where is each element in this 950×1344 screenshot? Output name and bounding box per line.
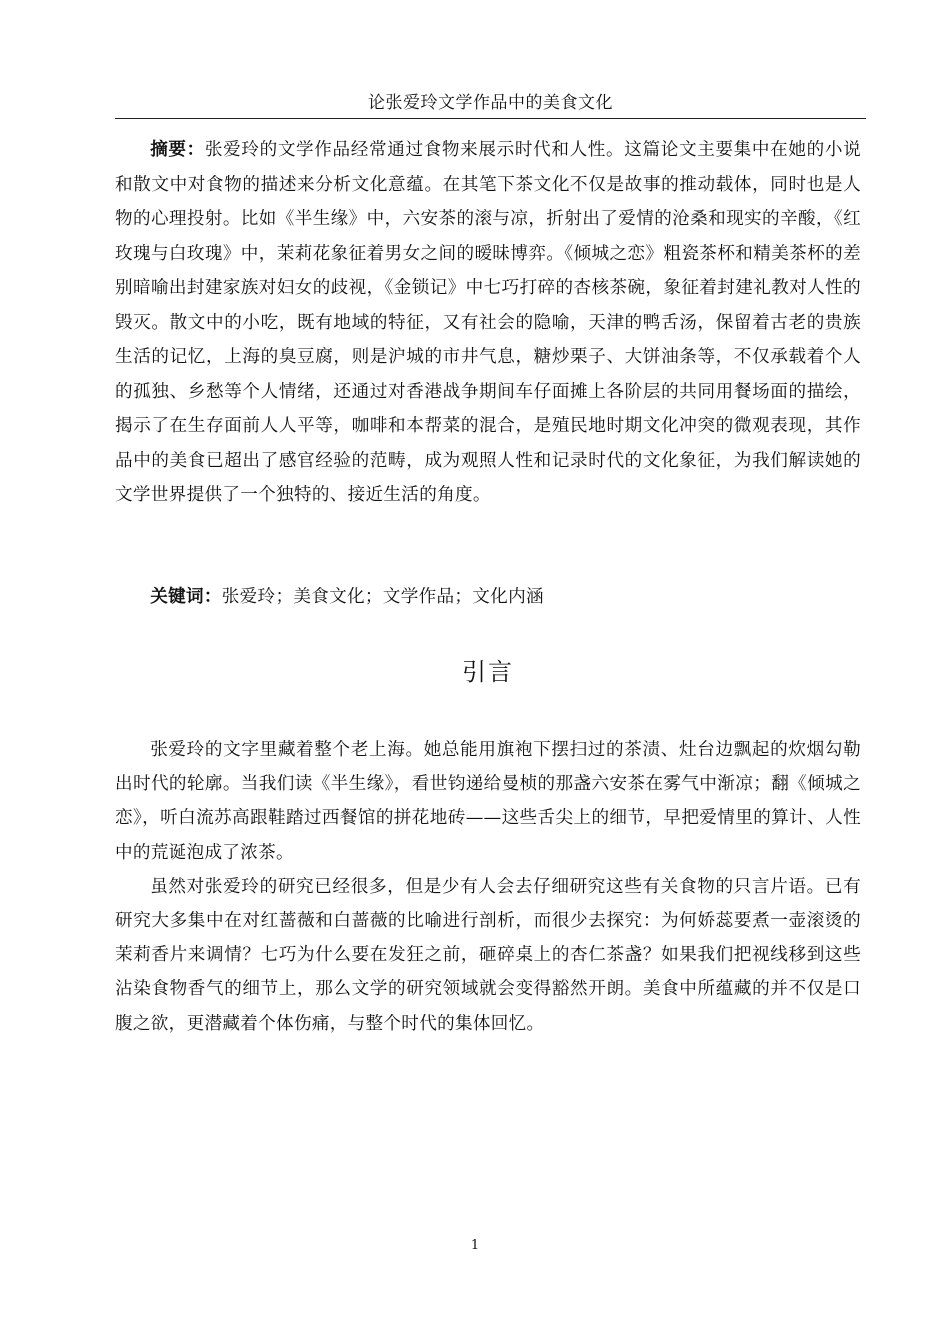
running-header: 论张爱玲文学作品中的美食文化 bbox=[115, 88, 866, 119]
intro-section-body bbox=[115, 733, 861, 1041]
abstract-label: 摘要： bbox=[150, 140, 205, 160]
keywords-label: 关键词： bbox=[150, 587, 222, 607]
keywords-text: 张爱玲；美食文化；文学作品；文化内涵 bbox=[221, 587, 544, 607]
abstract-text: 张爱玲的文学作品经常通过食物来展示时代和人性。这篇论文主要集中在她的小说和散文中对食物的描述来分析文化意蕴。在其笔下茶文化不仅是故事的推动载体，同时也是人物的心理投射。比如《半生缘》中，六安茶的滚与凉，折射出了爱情的沧桑和现实的辛酸，《红玫瑰与白玫瑰》中，茉莉花象征着男女之间的暧昧博弈。《倾城之恋》粗瓷茶杯和精美茶杯的差别暗喻出封建家族对妇女的歧视，《金锁记》中七巧打碎的杏核茶碗，象征着封建礼教对人性的毁灭。散文中的小吃，既有地域的特征，又有社会的隐喻，天津的鸭舌汤，保留着古老的贵族生活的记忆，上海的臭豆腐，则是沪城的市井气息，糖炒栗子、大饼油条等，不仅承载着个人的孤独、乡愁等个人情绪，还通过对香港战争期间车仔面摊上各阶层的共同用餐场面的描绘，揭示了在生存面前人人平等，咖啡和本帮菜的混合，是殖民地时期文化冲突的微观表现，其作品中的美食已超出了感官经验的范畴，成为观照人性和记录时代的文化象征，为我们解读她的文学世界提供了一个独特的、接近生活的角度。 bbox=[115, 140, 861, 505]
intro-paragraph: 虽然对张爱玲的研究已经很多，但是少有人会去仔细研究这些有关食物的只言片语。已有研究大多集中在对红蔷薇和白蔷薇的比喻进行剖析，而很少去探究：为何娇蕊要煮一壶滚烫的茉莉香片来调情？七巧为什么要在发狂之前，砸碎桌上的杏仁茶盏？如果我们把视线移到这些沾染食物香气的细节上，那么文学的研究领域就会变得豁然开朗。美食中所蕴藏的并不仅是口腹之欲，更潜藏着个体伤痛，与整个时代的集体回忆。 bbox=[115, 876, 861, 1034]
intro-paragraph: 张爱玲的文字里藏着整个老上海。她总能用旗袍下摆扫过的茶渍、灶台边飘起的炊烟勾勒出时代的轮廓。当我们读《半生缘》，看世钧递给曼桢的那盏六安茶在雾气中渐凉；翻《倾城之恋》，听白流苏高跟鞋踏过西餐馆的拼花地砖——这些舌尖上的细节，早把爱情里的算计、人性中的荒诞泡成了浓茶。 bbox=[115, 740, 861, 863]
abstract-paragraph bbox=[115, 133, 861, 513]
section-title: 引言 bbox=[462, 658, 514, 686]
page-number: 1 bbox=[470, 1238, 480, 1253]
keywords-line bbox=[115, 580, 861, 614]
